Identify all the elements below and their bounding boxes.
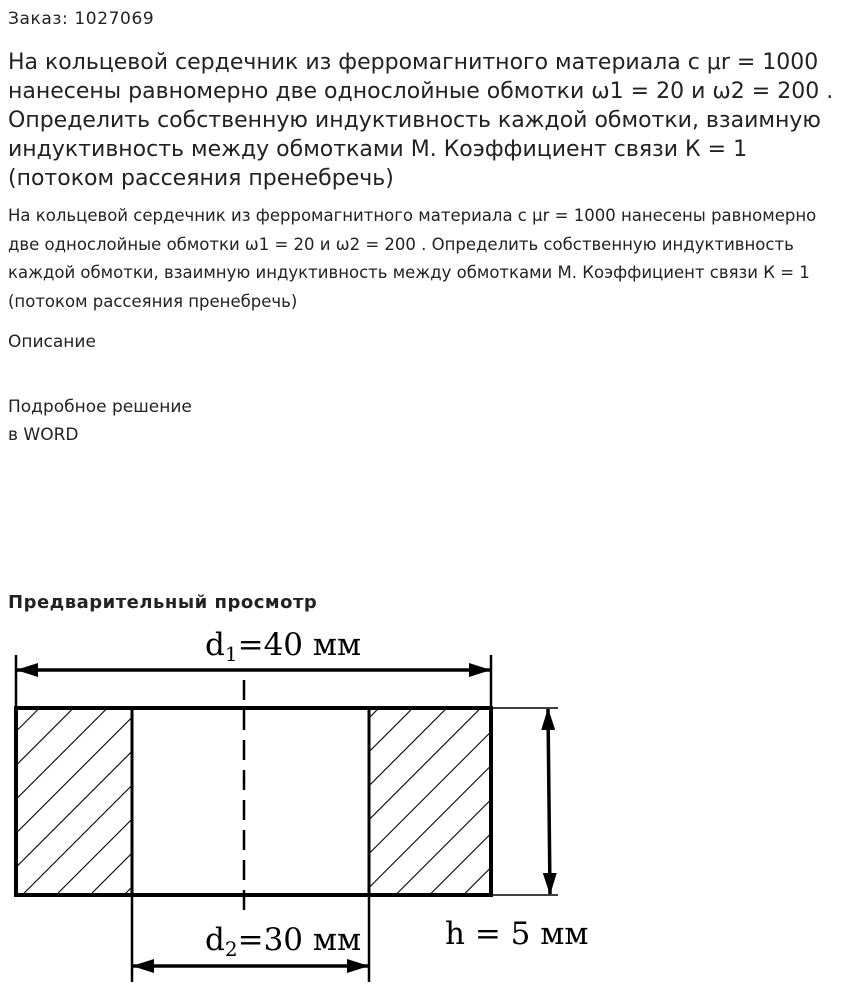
task-title: На кольцевой сердечник из ферромагнитного материала с μr = 1000 нанесены равномерно две однослойные обмотки ω1 = 20 и ω2 = 200 . Определить собственную индуктивность каждой обмотки, взаимную индуктивность между обмотками М. Коэффициент связи К = 1 (потоком рассеяния пренебречь) (8, 50, 834, 191)
description-line-2: в WORD (8, 425, 79, 445)
preview-drawing (0, 620, 847, 995)
left-hatched-wall (16, 708, 132, 895)
h-arrow (548, 709, 550, 894)
order-number: Заказ: 1027069 (8, 9, 155, 29)
d1-label: d1=40 мм (205, 627, 362, 666)
d2-dimension (132, 895, 369, 982)
d2-label: d2=30 мм (205, 922, 362, 961)
right-hatched-wall (369, 708, 491, 895)
preview-label: Предварительный просмотр (8, 592, 318, 613)
description-line-1: Подробное решение (8, 397, 192, 417)
h-label: h = 5 мм (445, 916, 589, 952)
task-body: На кольцевой сердечник из ферромагнитного материала с μr = 1000 нанесены равномерно две однослойные обмотки ω1 = 20 и ω2 = 200 . Определить собственную индуктивность каждой обмотки, взаимную индуктивность между обмотками М. Коэффициент связи К = 1 (потоком рассеяния пренебречь) (8, 206, 817, 311)
description-text (8, 393, 192, 449)
d1-dimension (16, 627, 491, 708)
ring-cross-section (16, 680, 491, 918)
description-label: Описание (8, 332, 96, 352)
